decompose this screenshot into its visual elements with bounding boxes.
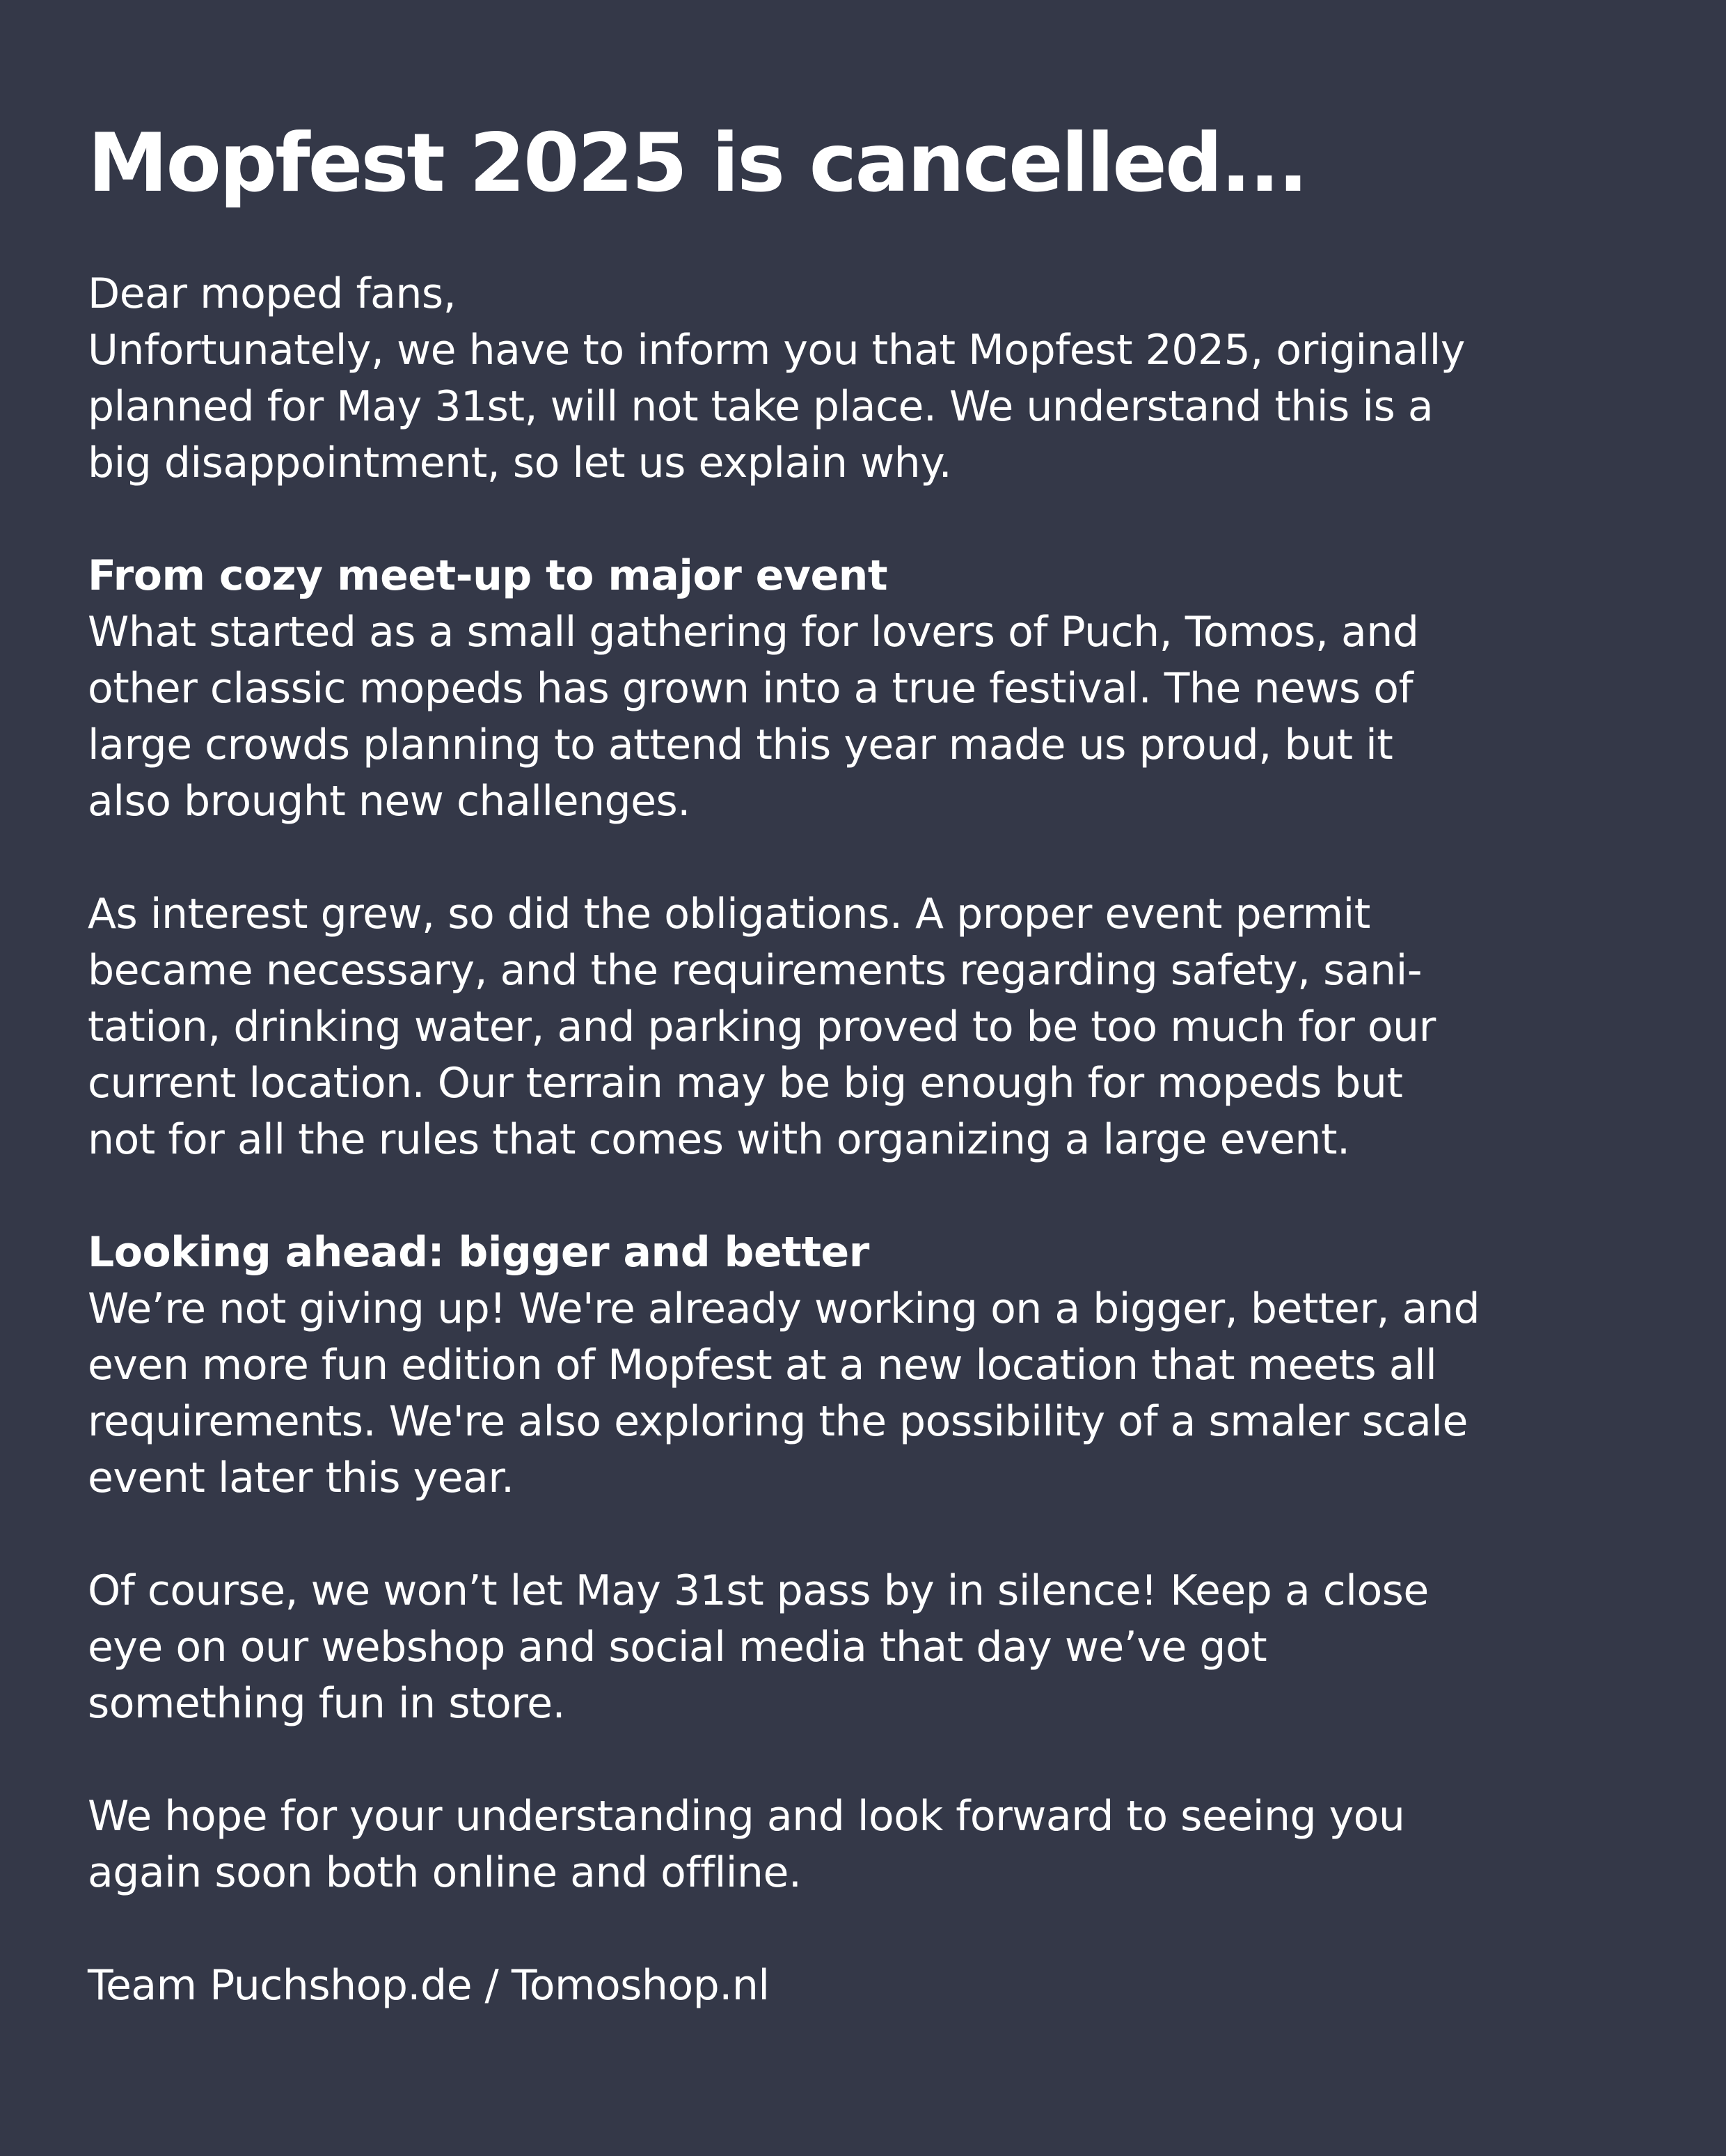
section1-paragraph1 [88, 604, 1638, 830]
section2-paragraph3 [88, 1788, 1638, 1901]
signature: Team Puchshop.de / Tomoshop.nl [88, 1961, 770, 2010]
text-line: current location. Our terrain may be big enough for mopeds but [88, 1059, 1403, 1108]
section2-paragraph2 [88, 1563, 1638, 1732]
section-heading-cozy-meetup: From cozy meet-up to major event [88, 551, 888, 600]
text-line: became necessary, and the requirements regarding safety, sani- [88, 946, 1422, 995]
text-line: again soon both online and offline. [88, 1848, 802, 1897]
paragraph-spacer [88, 830, 1638, 886]
text-line: event later this year. [88, 1454, 514, 1502]
text-line: planned for May 31st, will not take place. We understand this is a [88, 382, 1434, 431]
text-line: requirements. We're also exploring the possibility of a smaler scale [88, 1397, 1468, 1446]
paragraph-spacer [88, 1901, 1638, 1958]
paragraph-spacer [88, 491, 1638, 548]
section-heading-looking-ahead: Looking ahead: bigger and better [88, 1228, 869, 1277]
text-line: Dear moped fans, [88, 269, 457, 318]
text-line: Unfortunately, we have to inform you that Mopfest 2025, originally [88, 326, 1465, 375]
text-line: not for all the rules that comes with organizing a large event. [88, 1115, 1350, 1164]
text-line: tation, drinking water, and parking proved to be too much for our [88, 1002, 1436, 1051]
announcement-body [88, 266, 1638, 2014]
section1-paragraph2 [88, 886, 1638, 1168]
text-line: other classic mopeds has grown into a true festival. The news of [88, 664, 1414, 713]
paragraph-spacer [88, 1732, 1638, 1788]
intro-paragraph [88, 266, 1638, 491]
text-line: What started as a small gathering for lovers of Puch, Tomos, and [88, 608, 1419, 656]
paragraph-spacer [88, 1506, 1638, 1563]
text-line: As interest grew, so did the obligations. A proper event permit [88, 890, 1370, 938]
section2-paragraph1 [88, 1281, 1638, 1506]
text-line: We hope for your understanding and look forward to seeing you [88, 1792, 1405, 1841]
text-line: even more fun edition of Mopfest at a new location that meets all [88, 1341, 1437, 1390]
text-line: Of course, we won’t let May 31st pass by in silence! Keep a close [88, 1566, 1429, 1615]
text-line: also brought new challenges. [88, 777, 690, 826]
text-line: something fun in store. [88, 1679, 566, 1728]
page-title: Mopfest 2025 is cancelled... [88, 116, 1307, 210]
text-line: We’re not giving up! We're already working on a bigger, better, and [88, 1284, 1480, 1333]
text-line: eye on our webshop and social media that day we’ve got [88, 1623, 1267, 1671]
text-line: big disappointment, so let us explain why. [88, 439, 952, 487]
paragraph-spacer [88, 1168, 1638, 1225]
text-line: large crowds planning to attend this year made us proud, but it [88, 721, 1393, 769]
